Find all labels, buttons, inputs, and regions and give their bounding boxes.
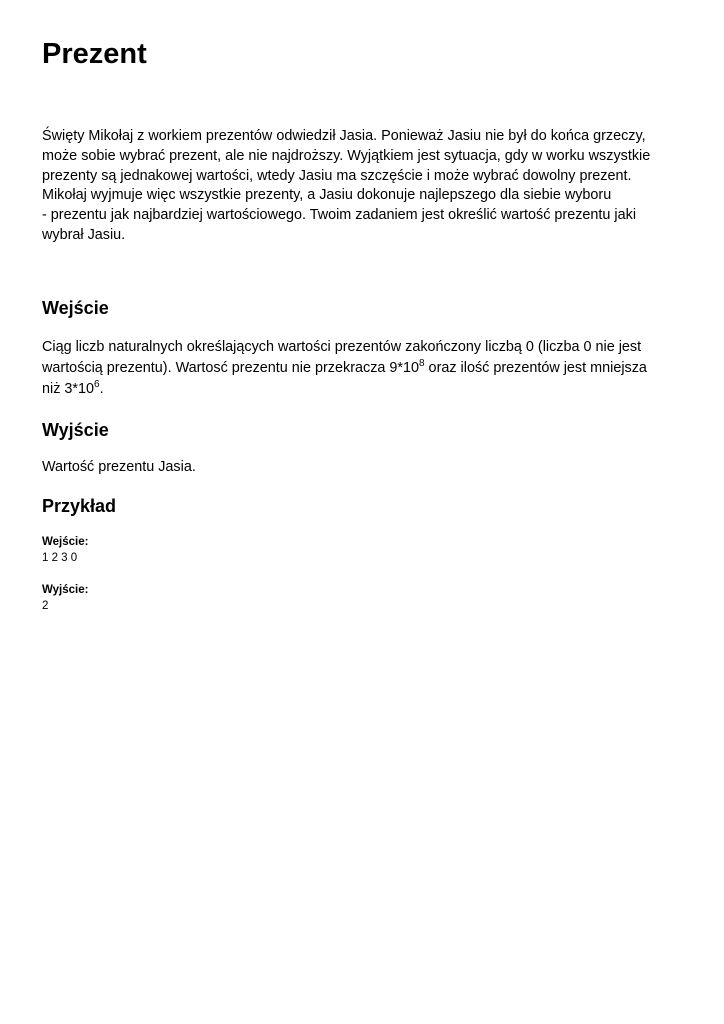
page-title: Prezent	[42, 38, 147, 70]
input-description	[42, 337, 682, 400]
input-heading: Wejście	[42, 298, 109, 318]
exponent: 8	[419, 358, 425, 369]
input-line-3	[42, 379, 682, 400]
intro-paragraph	[42, 127, 682, 246]
intro-line: Mikołaj wyjmuje więc wszystkie prezenty, a Jasiu dokonuje najlepszego dla siebie wyboru	[42, 187, 612, 204]
input-line-1: Ciąg liczb naturalnych określających wartości prezentów zakończony liczbą 0 (liczba 0 nie jest	[42, 339, 642, 355]
input-line-2	[42, 358, 682, 379]
intro-line: Święty Mikołaj z workiem prezentów odwiedził Jasia. Ponieważ Jasiu nie był do końca grzeczy,	[42, 128, 646, 144]
input-line-3-rest: .	[99, 381, 104, 397]
input-line-3-text: niż 3*10	[42, 381, 95, 397]
intro-line: wybrał Jasiu.	[42, 226, 126, 243]
example-input-label: Wejście:	[42, 536, 89, 548]
example-output-label: Wyjście:	[42, 584, 89, 596]
input-line-2-rest: oraz ilość prezentów jest mniejsza	[424, 360, 647, 376]
example-heading: Przykład	[42, 496, 117, 516]
example-input-value: 1 2 3 0	[42, 552, 78, 564]
intro-line: może sobie wybrać prezent, ale nie najdroższy. Wyjątkiem jest sytuacja, gdy w worku wszystkie	[42, 147, 651, 164]
output-line: Wartość prezentu Jasia.	[42, 459, 196, 475]
output-heading: Wyjście	[42, 420, 109, 440]
example-output-value: 2	[42, 600, 49, 612]
intro-line: - prezentu jak najbardziej wartościowego. Twoim zadaniem jest określić wartość prezentu jaki	[42, 207, 637, 224]
exponent: 6	[94, 379, 100, 390]
intro-line: prezenty są jednakowej wartości, wtedy Jasiu ma szczęście i może wybrać dowolny prezent.	[42, 167, 632, 184]
input-line-2-text: wartością prezentu). Wartosć prezentu nie przekracza 9*10	[42, 360, 419, 376]
output-description	[42, 457, 682, 478]
